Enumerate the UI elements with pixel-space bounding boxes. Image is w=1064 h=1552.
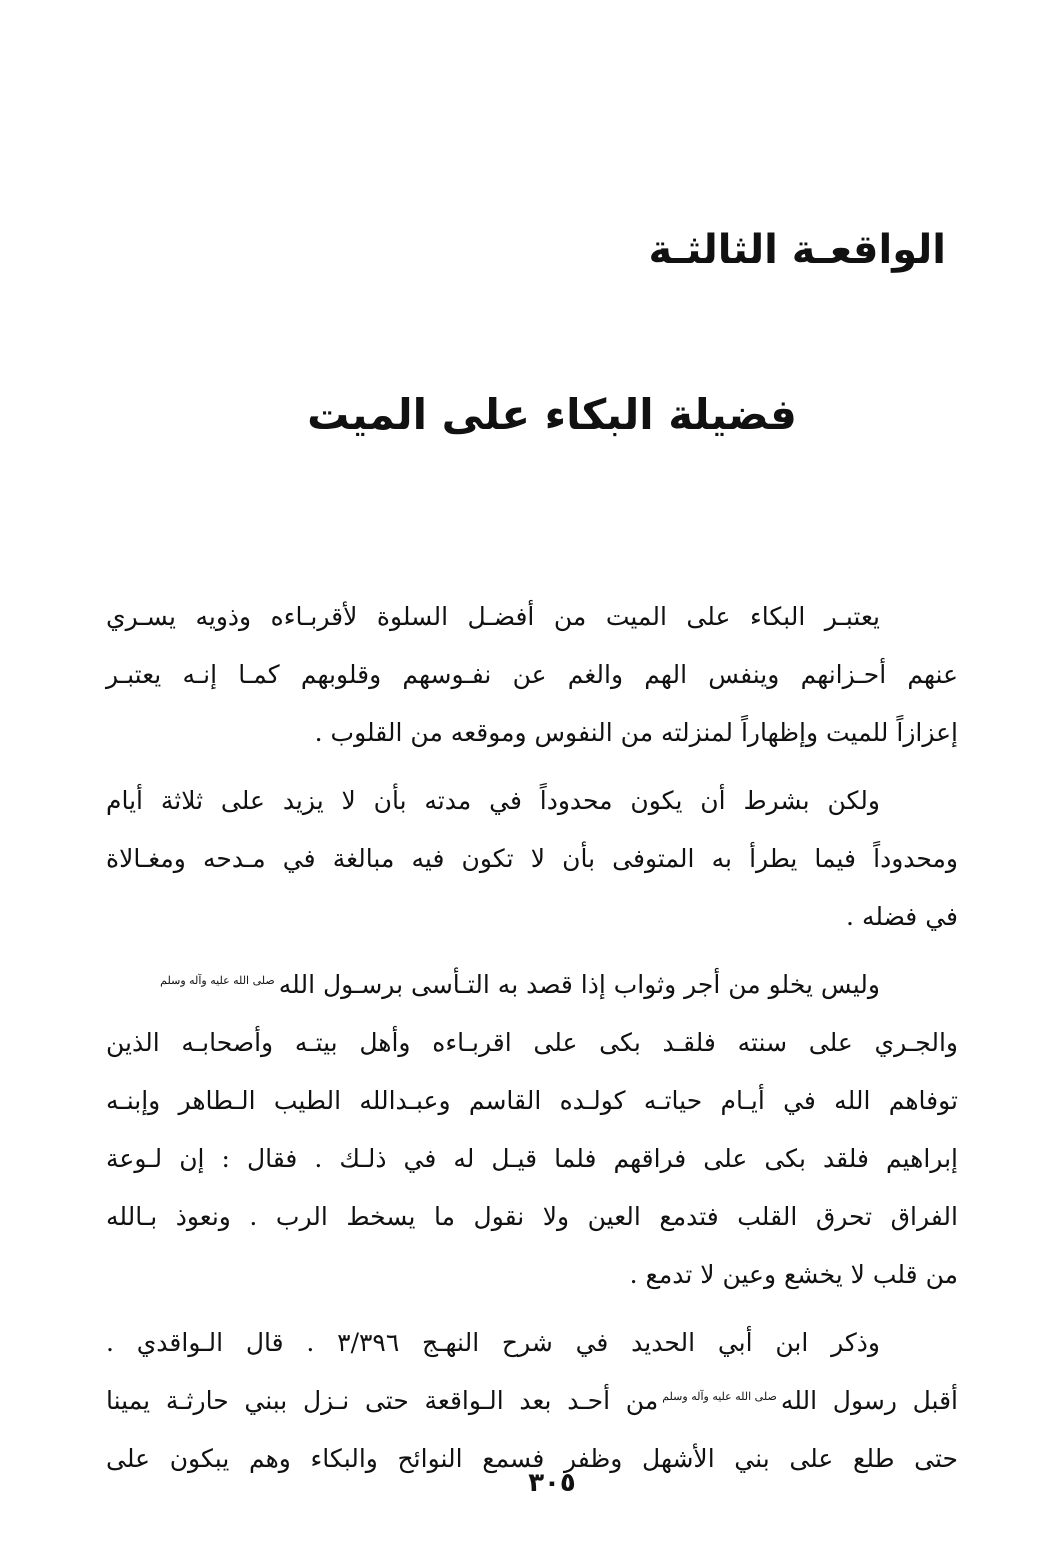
paragraph-1 [106,588,958,762]
text-line: ومحدوداً فيما يطرأ به المتوفى بأن لا تكون فيه مبالغة في مـدحه ومغـالاة [106,844,958,873]
text-segment: أقبل رسول الله [780,1386,958,1415]
text-line: الفراق تحرق القلب فتدمع العين ولا نقول ما يسخط الرب . ونعوذ بـالله [106,1202,958,1231]
text-line: إبراهيم فلقد بكى على فراقهم فلما قيـل له في ذلـك . فقال : إن لـوعة [106,1144,958,1173]
body-text [106,588,958,1498]
text-line: في فضله . [846,902,958,931]
text-line: والجـري على سنته فلقـد بكى على اقربـاءه وأهل بيتـه وأصحابـه الذين [106,1028,959,1057]
section-title: فضيلة البكاء على الميت [307,390,797,439]
text-line: من قلب لا يخشع وعين لا تدمع . [629,1260,958,1289]
text-line: توفاهم الله في أيـام حياتـه كولـده القاسم وعبـدالله الطيب الـطاهر وإبنـه [106,1086,958,1115]
paragraph-3 [106,956,958,1304]
text-line: يعتبـر البكاء على الميت من أفضـل السلوة لأقربـاءه وذويه يسـري [106,602,880,631]
honorific-glyph: صلى الله عليه وآله وسلم [160,973,275,987]
text-line: وذكر ابن أبي الحديد في شرح النهـج ٣/٣٩٦ . قال الـواقدي . [106,1328,880,1357]
text-line: عنهم أحـزانهم وينفس الهم والغم عن نفـوسهم وقلوبهم كمـا إنـه يعتبـر [106,660,958,689]
chapter-heading: الواقعـة الثالثـة [648,227,946,273]
text-line [106,1372,958,1430]
paragraph-2 [106,772,958,946]
honorific-glyph: صلى الله عليه وآله وسلم [662,1389,777,1403]
text-line: حتى طلع على بني الأشهل وظفر فسمع النوائح والبكاء وهم يبكون على [106,1444,958,1473]
text-segment: من أحـد بعد الـواقعة حتى نـزل ببني حارثـة يمينا [106,1386,659,1415]
text-line: ولكن بشرط أن يكون محدوداً في مدته بأن لا يزيد على ثلاثة أيام [106,786,880,815]
text-line: إعزازاً للميت وإظهاراً لمنزلته من النفوس وموقعه من القلوب . [314,718,958,747]
page-number: ٣٠٥ [528,1468,576,1498]
paragraph-4 [106,1314,958,1488]
text-line [106,956,958,1014]
text-segment: وليس يخلو من أجر وثواب إذا قصد به التـأسى برسـول الله [278,970,880,999]
